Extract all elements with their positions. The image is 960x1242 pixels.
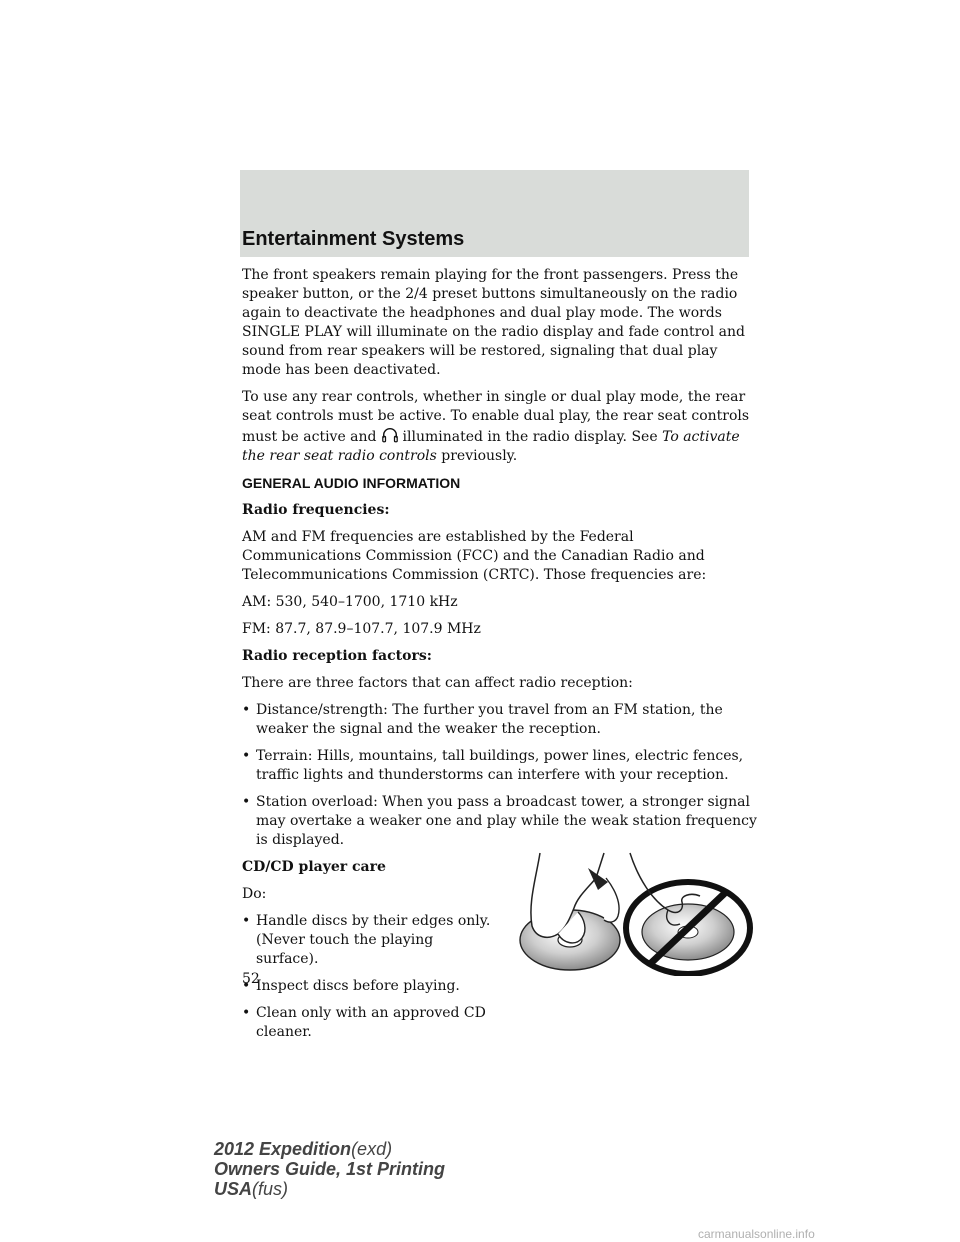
- footer-line-2: Owners Guide, 1st Printing: [214, 1159, 446, 1179]
- footer-line-3: [214, 1179, 445, 1199]
- footer-line-1: [214, 1139, 445, 1159]
- prohibited-handling-drawing: [626, 853, 750, 974]
- paragraph-rear-controls-text-a: To use any rear controls, whether in single or dual play mode, the rear seat controls must be active. To enable dual play, the rear seat controls must be active and: [242, 389, 750, 445]
- list-item: • Clean only with an approved CD cleaner.: [242, 1004, 497, 1042]
- footer-market: USA: [214, 1179, 253, 1199]
- paragraph-rear-controls-text-b: illuminated in the radio display. See: [402, 429, 658, 445]
- cd-care-do-list: [242, 912, 497, 1042]
- cd-care-heading: CD/CD player care: [242, 859, 386, 875]
- reception-factors-heading: Radio reception factors:: [242, 648, 432, 664]
- am-frequencies: AM: 530, 540–1700, 1710 kHz: [242, 594, 458, 610]
- paragraph-dual-play-deactivate: The front speakers remain playing for the front passengers. Press the speaker button, or the 2/4 preset buttons simultaneously on the radio again to deactivate the headphones and dual play mode. The words SINGLE PLAY will illuminate on the radio display and fade control and sound from rear speakers will be restored, signaling that dual play mode has been deactivated.: [242, 267, 745, 378]
- headphones-icon: [381, 426, 399, 444]
- reception-factors-intro: There are three factors that can affect radio reception:: [242, 675, 633, 691]
- list-item: • Inspect discs before playing.: [242, 977, 497, 996]
- general-audio-heading: GENERAL AUDIO INFORMATION: [242, 475, 461, 491]
- cd-care-do-label: Do:: [242, 886, 267, 902]
- page-number: 52: [242, 971, 260, 987]
- paragraph-rear-controls-text-c: previously.: [441, 448, 518, 464]
- footer-model-code: (exd): [351, 1139, 393, 1159]
- footer-market-code: (fus): [252, 1179, 289, 1199]
- cd-handling-illustration: [518, 848, 758, 976]
- list-item: • Distance/strength: The further you travel from an FM station, the weaker the signal and the weaker the reception.: [242, 701, 757, 739]
- list-item: • Handle discs by their edges only. (Never touch the playing surface).: [242, 912, 497, 969]
- fm-frequencies: FM: 87.7, 87.9–107.7, 107.9 MHz: [242, 621, 481, 637]
- list-item: • Station overload: When you pass a broadcast tower, a stronger signal may overtake a weaker one and play while the weak station frequency is displayed.: [242, 793, 757, 850]
- radio-frequencies-text: AM and FM frequencies are established by the Federal Communications Commission (FCC) and the Canadian Radio and Telecommunications Commission (CRTC). Those frequencies are:: [242, 529, 707, 583]
- section-title: Entertainment Systems: [242, 228, 465, 250]
- cross-reference-link: To activate the rear seat radio controls: [242, 429, 740, 464]
- correct-handling-drawing: [520, 853, 620, 970]
- radio-frequencies-heading: Radio frequencies:: [242, 502, 390, 518]
- reception-factors-list: [242, 701, 757, 850]
- watermark: carmanualsonline.info: [698, 1227, 815, 1241]
- footer: [214, 1139, 445, 1199]
- paragraph-rear-controls: [242, 388, 757, 466]
- footer-model: 2012 Expedition: [214, 1139, 352, 1159]
- list-item: • Terrain: Hills, mountains, tall buildings, power lines, electric fences, traffic lights and thunderstorms can interfere with your reception.: [242, 747, 757, 785]
